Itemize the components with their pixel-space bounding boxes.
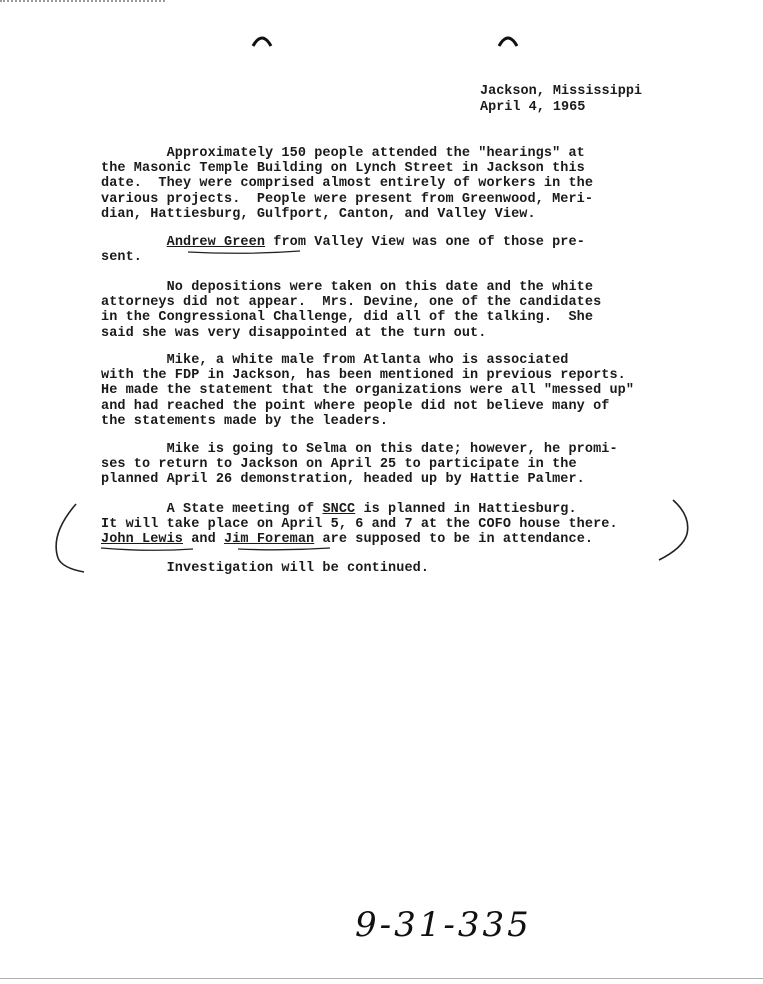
paragraph-closing: [101, 561, 429, 576]
handwritten-underline-andrew-green: [186, 248, 302, 256]
text-line: Mike, a white male from Atlanta who is associated: [101, 353, 569, 368]
top-dotted-edge: [0, 0, 165, 4]
text-line: with the FDP in Jackson, has been mentioned in previous reports.: [101, 368, 626, 384]
handwritten-file-number: 9-31-335: [355, 905, 532, 945]
underlined-org-sncc: SNCC: [322, 502, 356, 517]
text-line: sent.: [101, 250, 143, 266]
document-header: [480, 84, 642, 116]
header-place: Jackson, Mississippi: [480, 84, 643, 99]
text-line: [101, 235, 585, 250]
line-rest: from Valley View was one of those pre-: [265, 235, 585, 250]
text-line: and had reached the point where people did not believe many of: [101, 398, 610, 414]
handwritten-underline-jim-foreman: [236, 545, 332, 553]
line-start: A State meeting of: [101, 502, 323, 517]
text-line: planned April 26 demonstration, headed up by Hattie Palmer.: [101, 472, 585, 488]
text-line: ses to return to Jackson on April 25 to participate in the: [101, 457, 577, 473]
punch-hole-mark-left: [250, 32, 274, 48]
text-line: Investigation will be continued.: [101, 561, 430, 576]
text-line: the Masonic Temple Building on Lynch Street in Jackson this: [101, 161, 585, 177]
paragraph-mike-selma: [101, 442, 618, 488]
text-line: [101, 502, 618, 517]
paragraph-sncc-meeting: [101, 502, 618, 548]
handwritten-underline-john-lewis: [99, 545, 195, 553]
handwritten-left-bracket: [48, 498, 88, 578]
underlined-name-andrew-green: Andrew Green: [166, 235, 266, 250]
text-line: It will take place on April 5, 6 and 7 at the COFO house there.: [101, 517, 618, 533]
paragraph-depositions: [101, 280, 601, 341]
punch-hole-mark-right: [496, 32, 520, 48]
text-line: He made the statement that the organizations were all "messed up": [101, 383, 635, 399]
text-line: No depositions were taken on this date and the white: [101, 280, 594, 295]
text-line: attorneys did not appear. Mrs. Devine, one of the candidates: [101, 295, 602, 311]
bottom-page-edge: [0, 978, 763, 980]
underlined-name-john-lewis: John Lewis: [101, 532, 184, 548]
handwritten-right-bracket: [655, 496, 695, 566]
text-line: dian, Hattiesburg, Gulfport, Canton, and Valley View.: [101, 206, 536, 222]
text-line: various projects. People were present from Greenwood, Meri-: [101, 191, 594, 207]
indent: [101, 235, 167, 250]
paragraph-mike-fdp: [101, 353, 634, 429]
text-line: said she was very disappointed at the turn out.: [101, 325, 487, 341]
text-line: the statements made by the leaders.: [101, 413, 389, 429]
paragraph-andrew-green: [101, 235, 585, 265]
text-line: in the Congressional Challenge, did all of the talking. She: [101, 310, 594, 326]
paragraph-hearings: [101, 146, 593, 222]
text-line: date. They were comprised almost entirely of workers in the: [101, 176, 594, 192]
underlined-name-jim-foreman: Jim Foreman: [224, 532, 315, 548]
line-mid: and: [183, 532, 225, 548]
text-line: Mike is going to Selma on this date; however, he promi-: [101, 442, 618, 457]
text-line: Approximately 150 people attended the "hearings" at: [101, 146, 585, 161]
line-end: are supposed to be in attendance.: [314, 532, 594, 548]
line-rest: is planned in Hattiesburg.: [355, 502, 577, 517]
header-date: April 4, 1965: [480, 100, 586, 115]
